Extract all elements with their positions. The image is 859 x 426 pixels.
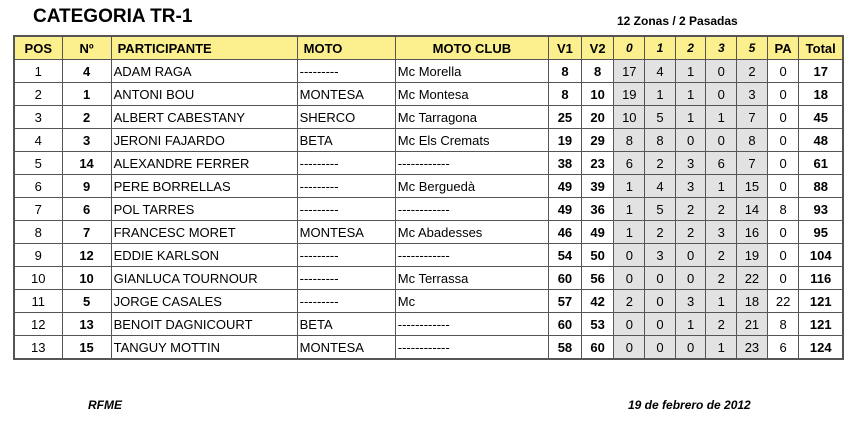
row-pa: 0 — [767, 83, 799, 106]
row-pos: 4 — [14, 129, 62, 152]
row-zone-1: 3 — [645, 244, 676, 267]
row-v1: 49 — [549, 175, 582, 198]
row-zone-0: 0 — [614, 267, 645, 290]
row-number: 2 — [62, 106, 111, 129]
row-zone-5: 16 — [737, 221, 768, 244]
row-participant: GIANLUCA TOURNOUR — [111, 267, 297, 290]
row-total: 48 — [799, 129, 843, 152]
row-v1: 60 — [549, 267, 582, 290]
footer-date: 19 de febrero de 2012 — [628, 398, 751, 412]
row-zone-2: 1 — [675, 83, 706, 106]
row-number: 15 — [62, 336, 111, 360]
row-zone-5: 22 — [737, 267, 768, 290]
row-zone-3: 2 — [706, 198, 737, 221]
row-number: 14 — [62, 152, 111, 175]
row-moto-club: Mc Berguedà — [395, 175, 548, 198]
row-v1: 8 — [549, 60, 582, 83]
row-zone-0: 0 — [614, 244, 645, 267]
row-zone-0: 1 — [614, 175, 645, 198]
row-moto-club: ------------ — [395, 244, 548, 267]
row-number: 13 — [62, 313, 111, 336]
row-zone-0: 17 — [614, 60, 645, 83]
row-v2: 39 — [581, 175, 614, 198]
row-zone-1: 4 — [645, 175, 676, 198]
row-moto: --------- — [297, 267, 395, 290]
row-total: 116 — [799, 267, 843, 290]
row-zone-2: 2 — [675, 221, 706, 244]
row-number: 7 — [62, 221, 111, 244]
row-v2: 10 — [581, 83, 614, 106]
row-number: 3 — [62, 129, 111, 152]
row-number: 10 — [62, 267, 111, 290]
header-total: Total — [799, 36, 843, 60]
row-moto: --------- — [297, 244, 395, 267]
row-v1: 49 — [549, 198, 582, 221]
row-zone-1: 0 — [645, 290, 676, 313]
row-zone-2: 2 — [675, 198, 706, 221]
row-pa: 0 — [767, 152, 799, 175]
table-row — [14, 106, 843, 129]
row-participant: ALEXANDRE FERRER — [111, 152, 297, 175]
row-moto: MONTESA — [297, 221, 395, 244]
table-row — [14, 313, 843, 336]
row-participant: EDDIE KARLSON — [111, 244, 297, 267]
row-number: 6 — [62, 198, 111, 221]
row-v2: 29 — [581, 129, 614, 152]
row-pos: 7 — [14, 198, 62, 221]
table-row — [14, 198, 843, 221]
row-moto-club: ------------ — [395, 336, 548, 360]
row-pos: 8 — [14, 221, 62, 244]
header-v2: V2 — [581, 36, 614, 60]
row-v1: 8 — [549, 83, 582, 106]
row-zone-1: 1 — [645, 83, 676, 106]
row-v2: 53 — [581, 313, 614, 336]
table-row — [14, 336, 843, 360]
header-zone-1: 1 — [645, 36, 676, 60]
row-zone-5: 14 — [737, 198, 768, 221]
row-zone-2: 0 — [675, 244, 706, 267]
row-zone-1: 0 — [645, 267, 676, 290]
row-zone-0: 1 — [614, 221, 645, 244]
row-zone-3: 1 — [706, 106, 737, 129]
row-zone-3: 2 — [706, 313, 737, 336]
row-pos: 5 — [14, 152, 62, 175]
row-participant: TANGUY MOTTIN — [111, 336, 297, 360]
table-row — [14, 267, 843, 290]
row-total: 88 — [799, 175, 843, 198]
row-participant: FRANCESC MORET — [111, 221, 297, 244]
row-total: 17 — [799, 60, 843, 83]
row-participant: JERONI FAJARDO — [111, 129, 297, 152]
row-participant: BENOIT DAGNICOURT — [111, 313, 297, 336]
row-zone-3: 0 — [706, 83, 737, 106]
row-moto-club: Mc Terrassa — [395, 267, 548, 290]
row-pos: 2 — [14, 83, 62, 106]
row-zone-5: 3 — [737, 83, 768, 106]
row-number: 1 — [62, 83, 111, 106]
row-v1: 58 — [549, 336, 582, 360]
row-v1: 19 — [549, 129, 582, 152]
row-pa: 8 — [767, 313, 799, 336]
row-moto: --------- — [297, 290, 395, 313]
row-moto: BETA — [297, 313, 395, 336]
row-v1: 38 — [549, 152, 582, 175]
row-moto-club: Mc Els Cremats — [395, 129, 548, 152]
header-num: Nº — [62, 36, 111, 60]
row-moto: MONTESA — [297, 83, 395, 106]
row-zone-5: 7 — [737, 152, 768, 175]
table-row — [14, 129, 843, 152]
row-zone-2: 3 — [675, 175, 706, 198]
row-zone-1: 4 — [645, 60, 676, 83]
row-moto-club: Mc Montesa — [395, 83, 548, 106]
row-v2: 60 — [581, 336, 614, 360]
row-moto-club: ------------ — [395, 198, 548, 221]
row-zone-5: 19 — [737, 244, 768, 267]
row-v2: 20 — [581, 106, 614, 129]
footer-organizer: RFME — [88, 398, 122, 412]
row-number: 5 — [62, 290, 111, 313]
row-total: 18 — [799, 83, 843, 106]
row-zone-2: 1 — [675, 106, 706, 129]
table-row — [14, 244, 843, 267]
row-zone-0: 10 — [614, 106, 645, 129]
row-total: 61 — [799, 152, 843, 175]
header-v1: V1 — [549, 36, 582, 60]
table-row — [14, 175, 843, 198]
results-table — [13, 35, 844, 360]
row-pos: 6 — [14, 175, 62, 198]
row-zone-5: 23 — [737, 336, 768, 360]
row-participant: POL TARRES — [111, 198, 297, 221]
header-zone-5: 5 — [737, 36, 768, 60]
row-v1: 25 — [549, 106, 582, 129]
row-zone-0: 0 — [614, 336, 645, 360]
row-pa: 0 — [767, 175, 799, 198]
row-total: 104 — [799, 244, 843, 267]
row-total: 95 — [799, 221, 843, 244]
row-participant: ALBERT CABESTANY — [111, 106, 297, 129]
row-moto-club: Mc — [395, 290, 548, 313]
row-pa: 22 — [767, 290, 799, 313]
row-pa: 0 — [767, 267, 799, 290]
row-pa: 0 — [767, 129, 799, 152]
row-participant: ANTONI BOU — [111, 83, 297, 106]
row-zone-3: 0 — [706, 60, 737, 83]
row-v1: 57 — [549, 290, 582, 313]
row-zone-1: 5 — [645, 106, 676, 129]
row-zone-2: 0 — [675, 129, 706, 152]
row-v2: 56 — [581, 267, 614, 290]
row-zone-3: 1 — [706, 290, 737, 313]
row-number: 12 — [62, 244, 111, 267]
row-total: 121 — [799, 313, 843, 336]
row-v2: 23 — [581, 152, 614, 175]
row-moto: MONTESA — [297, 336, 395, 360]
row-v1: 46 — [549, 221, 582, 244]
header-participant: PARTICIPANTE — [111, 36, 297, 60]
row-pos: 13 — [14, 336, 62, 360]
table-row — [14, 152, 843, 175]
row-moto: --------- — [297, 175, 395, 198]
header-pa: PA — [767, 36, 799, 60]
header-zone-0: 0 — [614, 36, 645, 60]
row-zone-3: 1 — [706, 336, 737, 360]
row-zone-3: 2 — [706, 244, 737, 267]
row-zone-0: 19 — [614, 83, 645, 106]
row-moto-club: Mc Morella — [395, 60, 548, 83]
row-moto: --------- — [297, 198, 395, 221]
row-zone-2: 0 — [675, 336, 706, 360]
row-moto: --------- — [297, 60, 395, 83]
row-total: 45 — [799, 106, 843, 129]
page-title: CATEGORIA TR-1 — [33, 6, 193, 27]
row-zone-3: 3 — [706, 221, 737, 244]
table-row — [14, 221, 843, 244]
row-number: 9 — [62, 175, 111, 198]
row-zone-0: 1 — [614, 198, 645, 221]
row-moto: BETA — [297, 129, 395, 152]
row-zone-5: 18 — [737, 290, 768, 313]
row-participant: JORGE CASALES — [111, 290, 297, 313]
row-zone-3: 1 — [706, 175, 737, 198]
row-moto-club: ------------ — [395, 152, 548, 175]
table-row — [14, 60, 843, 83]
row-pos: 12 — [14, 313, 62, 336]
row-participant: PERE BORRELLAS — [111, 175, 297, 198]
table-row — [14, 290, 843, 313]
row-v2: 42 — [581, 290, 614, 313]
row-pa: 0 — [767, 221, 799, 244]
row-pos: 10 — [14, 267, 62, 290]
row-zone-5: 21 — [737, 313, 768, 336]
row-total: 121 — [799, 290, 843, 313]
row-pos: 9 — [14, 244, 62, 267]
row-pa: 0 — [767, 106, 799, 129]
row-moto-club: ------------ — [395, 313, 548, 336]
row-zone-5: 8 — [737, 129, 768, 152]
row-v2: 49 — [581, 221, 614, 244]
results-body — [14, 60, 843, 360]
row-zone-3: 2 — [706, 267, 737, 290]
row-moto-club: Mc Abadesses — [395, 221, 548, 244]
row-v2: 36 — [581, 198, 614, 221]
header-moto: MOTO — [297, 36, 395, 60]
row-zone-3: 6 — [706, 152, 737, 175]
row-v2: 8 — [581, 60, 614, 83]
row-v2: 50 — [581, 244, 614, 267]
row-zone-0: 6 — [614, 152, 645, 175]
row-moto-club: Mc Tarragona — [395, 106, 548, 129]
row-pa: 0 — [767, 60, 799, 83]
row-zone-2: 1 — [675, 313, 706, 336]
zones-subtitle: 12 Zonas / 2 Pasadas — [617, 14, 738, 28]
row-total: 124 — [799, 336, 843, 360]
row-v1: 60 — [549, 313, 582, 336]
row-zone-0: 2 — [614, 290, 645, 313]
row-zone-2: 3 — [675, 290, 706, 313]
header-moto-club: MOTO CLUB — [395, 36, 548, 60]
row-moto: SHERCO — [297, 106, 395, 129]
row-zone-1: 2 — [645, 221, 676, 244]
row-zone-5: 7 — [737, 106, 768, 129]
row-total: 93 — [799, 198, 843, 221]
row-number: 4 — [62, 60, 111, 83]
row-pa: 8 — [767, 198, 799, 221]
row-pa: 6 — [767, 336, 799, 360]
row-zone-1: 5 — [645, 198, 676, 221]
header-zone-3: 3 — [706, 36, 737, 60]
row-moto: --------- — [297, 152, 395, 175]
row-zone-2: 0 — [675, 267, 706, 290]
row-pos: 11 — [14, 290, 62, 313]
row-zone-2: 1 — [675, 60, 706, 83]
row-zone-1: 0 — [645, 336, 676, 360]
row-zone-5: 15 — [737, 175, 768, 198]
header-row — [14, 36, 843, 60]
row-zone-1: 8 — [645, 129, 676, 152]
row-v1: 54 — [549, 244, 582, 267]
header-zone-2: 2 — [675, 36, 706, 60]
row-zone-0: 0 — [614, 313, 645, 336]
row-zone-2: 3 — [675, 152, 706, 175]
row-pos: 1 — [14, 60, 62, 83]
row-zone-5: 2 — [737, 60, 768, 83]
table-row — [14, 83, 843, 106]
row-pa: 0 — [767, 244, 799, 267]
row-zone-1: 2 — [645, 152, 676, 175]
row-pos: 3 — [14, 106, 62, 129]
row-zone-3: 0 — [706, 129, 737, 152]
row-participant: ADAM RAGA — [111, 60, 297, 83]
row-zone-1: 0 — [645, 313, 676, 336]
row-zone-0: 8 — [614, 129, 645, 152]
header-pos: POS — [14, 36, 62, 60]
